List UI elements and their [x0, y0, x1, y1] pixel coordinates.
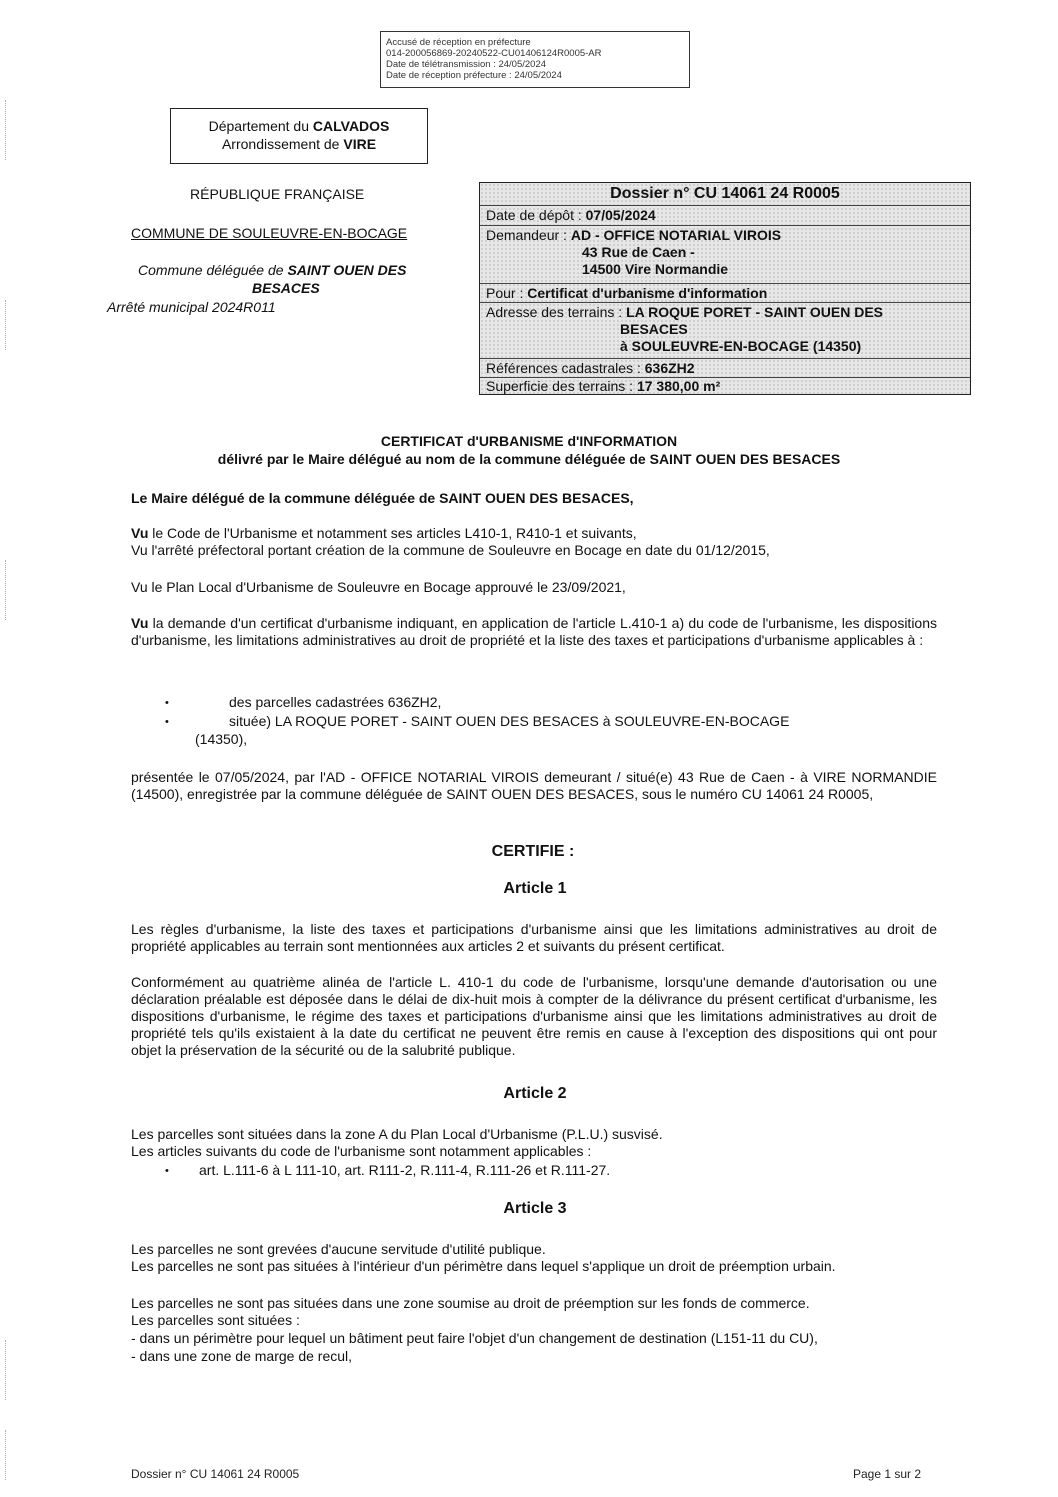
dossier-demandeur	[480, 225, 970, 283]
presentee-paragraph: présentée le 07/05/2024, par l'AD - OFFICE NOTARIAL VIROIS demeurant / situé(e) 43 Rue de Caen - à VIRE NORMANDIE (14500), enregistrée par la commune déléguée de SAINT OUEN DES BESACES, sous le numéro CU 14061 24 R0005,	[131, 769, 937, 802]
article-3-title: Article 3	[503, 1200, 567, 1217]
stamp-line: Accusé de réception en préfecture	[386, 37, 531, 48]
scan-margin-mark	[5, 1430, 7, 1480]
vu-keyword: Vu	[131, 525, 149, 541]
article-3-line-5: - dans un périmètre pour lequel un bâtiment peut faire l'objet d'un changement de destination (L151-11 du CU),	[131, 1330, 818, 1346]
article-2-title: Article 2	[503, 1085, 567, 1102]
stamp-line: Date de télétransmission : 24/05/2024	[386, 59, 547, 70]
dossier-title: Dossier n° CU 14061 24 R0005	[610, 185, 840, 202]
vu-plu: Vu le Plan Local d'Urbanisme de Souleuvre en Bocage approuvé le 23/09/2021,	[131, 579, 626, 595]
maire-heading: Le Maire délégué de la commune déléguée de SAINT OUEN DES BESACES,	[131, 490, 634, 506]
vu-keyword: Vu	[131, 615, 149, 631]
field-value: 07/05/2024	[585, 207, 656, 223]
adresse-line	[486, 303, 970, 321]
delegated-commune	[138, 261, 406, 279]
vu-arrete-prefectoral: Vu l'arrêté préfectoral portant création de la commune de Souleuvre en Bocage en date du 01/12/2015,	[131, 542, 770, 558]
bullet-icon: •	[165, 697, 169, 709]
dossier-superficie	[480, 377, 970, 395]
delegated-name: SAINT OUEN DES	[287, 262, 407, 278]
field-label: Pour :	[486, 285, 528, 301]
certificate-title: CERTIFICAT d'URBANISME d'INFORMATION	[380, 433, 678, 449]
article-3-line-6: - dans une zone de marge de recul,	[131, 1348, 353, 1364]
stamp-line: Date de réception préfecture : 24/05/2024	[386, 70, 562, 81]
field-value: 636ZH2	[644, 360, 695, 376]
dossier-adresse	[480, 302, 970, 358]
delegated-prefix: Commune déléguée de	[138, 262, 288, 278]
article-1-title: Article 1	[503, 880, 567, 897]
vu-demande	[131, 615, 937, 649]
adresse-line-3: à SOULEUVRE-EN-BOCAGE (14350)	[620, 338, 862, 354]
bullet-icon: •	[165, 716, 169, 728]
article-3-line-3: Les parcelles ne sont pas situées dans une zone soumise au droit de préemption sur les fonds de commerce.	[131, 1295, 810, 1311]
bullet-parcelles: des parcelles cadastrées 636ZH2,	[229, 694, 442, 710]
scan-margin-mark	[5, 300, 7, 350]
vu-text: la demande d'un certificat d'urbanisme indiquant, en application de l'article L.410-1 a) du code de l'urbanisme, les dispositions d'urbanisme, les limitations administratives au droit de propriété et la liste des taxes et participations d'urbanisme applicables à :	[131, 615, 937, 648]
footer-dossier: Dossier n° CU 14061 24 R0005	[131, 1467, 300, 1481]
department-prefix: Département du	[208, 118, 313, 134]
stamp-line: 014-200056869-20240522-CU01406124R0005-AR	[386, 48, 602, 59]
bullet-situee: située) LA ROQUE PORET - SAINT OUEN DES BESACES à SOULEUVRE-EN-BOCAGE	[229, 713, 790, 729]
reception-stamp	[380, 31, 690, 88]
scan-margin-mark	[5, 100, 7, 160]
vu-text: le Code de l'Urbanisme et notamment ses articles L410-1, R410-1 et suivants,	[148, 525, 637, 541]
demandeur-city: 14500 Vire Normandie	[582, 261, 729, 277]
certificate-subtitle: délivré par le Maire délégué au nom de la commune déléguée de SAINT OUEN DES BESACES	[217, 451, 841, 467]
article-3-line-4: Les parcelles sont situées :	[131, 1312, 300, 1328]
department-name: CALVADOS	[312, 118, 390, 134]
arrete-number: Arrêté municipal 2024R011	[107, 299, 276, 315]
dossier-depot	[480, 205, 970, 225]
department-box	[170, 108, 428, 164]
vu-code-urbanisme	[131, 525, 937, 542]
article-2-paragraph-1: Les parcelles sont situées dans la zone A du Plan Local d'Urbanisme (P.L.U.) susvisé.	[131, 1126, 663, 1142]
bullet-icon: •	[165, 1165, 169, 1177]
field-label: Superficie des terrains :	[486, 378, 637, 394]
dossier-pour	[480, 283, 970, 302]
arrondissement-prefix: Arrondissement de	[221, 136, 344, 152]
article-1-paragraph-2: Conformément au quatrième alinéa de l'article L. 410-1 du code de l'urbanisme, lorsqu'une demande d'autorisation ou une déclaration préalable est déposée dans le délai de dix-huit mois à compter de la délivrance du présent certificat d'urbanisme, les dispositions d'urbanisme, le régime des taxes et participations d'urbanisme ainsi que les limitations administratives au droit de propriété tels qu'ils existaient à la date du certificat ne peuvent être remis en cause à l'exception des dispositions qui ont pour objet la préservation de la sécurité ou de la salubrité publique.	[131, 974, 937, 1058]
field-label: Demandeur :	[486, 227, 571, 243]
field-value: AD - OFFICE NOTARIAL VIROIS	[570, 227, 782, 243]
field-value: 17 380,00 m²	[636, 378, 721, 394]
article-2-bullet: art. L.111-6 à L 111-10, art. R111-2, R.111-4, R.111-26 et R.111-27.	[199, 1162, 611, 1178]
republic-title: RÉPUBLIQUE FRANÇAISE	[190, 186, 365, 202]
footer-page-number: Page 1 sur 2	[853, 1467, 922, 1481]
delegated-name-cont: BESACES	[252, 280, 320, 296]
adresse-line-2: BESACES	[620, 321, 688, 337]
scan-margin-mark	[5, 560, 7, 620]
field-label: Date de dépôt :	[486, 207, 586, 223]
dossier-box	[479, 182, 971, 395]
field-label: Références cadastrales :	[486, 360, 645, 376]
certifie-heading: CERTIFIE :	[491, 843, 575, 860]
arrondissement-name: VIRE	[343, 136, 377, 152]
article-3-line-1: Les parcelles ne sont grevées d'aucune servitude d'utilité publique.	[131, 1241, 546, 1257]
field-value: Certificat d'urbanisme d'information	[527, 285, 768, 301]
bullet-situee-cont: (14350),	[195, 731, 248, 747]
demandeur-address: 43 Rue de Caen -	[582, 244, 695, 260]
article-3-line-2: Les parcelles ne sont pas situées à l'intérieur d'un périmètre dans lequel s'applique un droit de préemption urbain.	[131, 1258, 836, 1274]
dossier-references	[480, 358, 970, 377]
arrondissement-line	[171, 135, 427, 153]
field-value: LA ROQUE PORET - SAINT OUEN DES	[626, 304, 884, 320]
commune-title: COMMUNE DE SOULEUVRE-EN-BOCAGE	[131, 225, 408, 241]
department-line	[171, 117, 427, 135]
article-1-paragraph-1: Les règles d'urbanisme, la liste des taxes et participations d'urbanisme ainsi que les limitations administratives au droit de propriété applicables au terrain sont mentionnées aux articles 2 et suivants du présent certificat.	[131, 921, 937, 954]
article-2-paragraph-2: Les articles suivants du code de l'urbanisme sont notamment applicables :	[131, 1143, 592, 1159]
field-label: Adresse des terrains :	[486, 304, 627, 320]
scan-margin-mark	[5, 1340, 7, 1400]
demandeur-line	[486, 226, 970, 244]
